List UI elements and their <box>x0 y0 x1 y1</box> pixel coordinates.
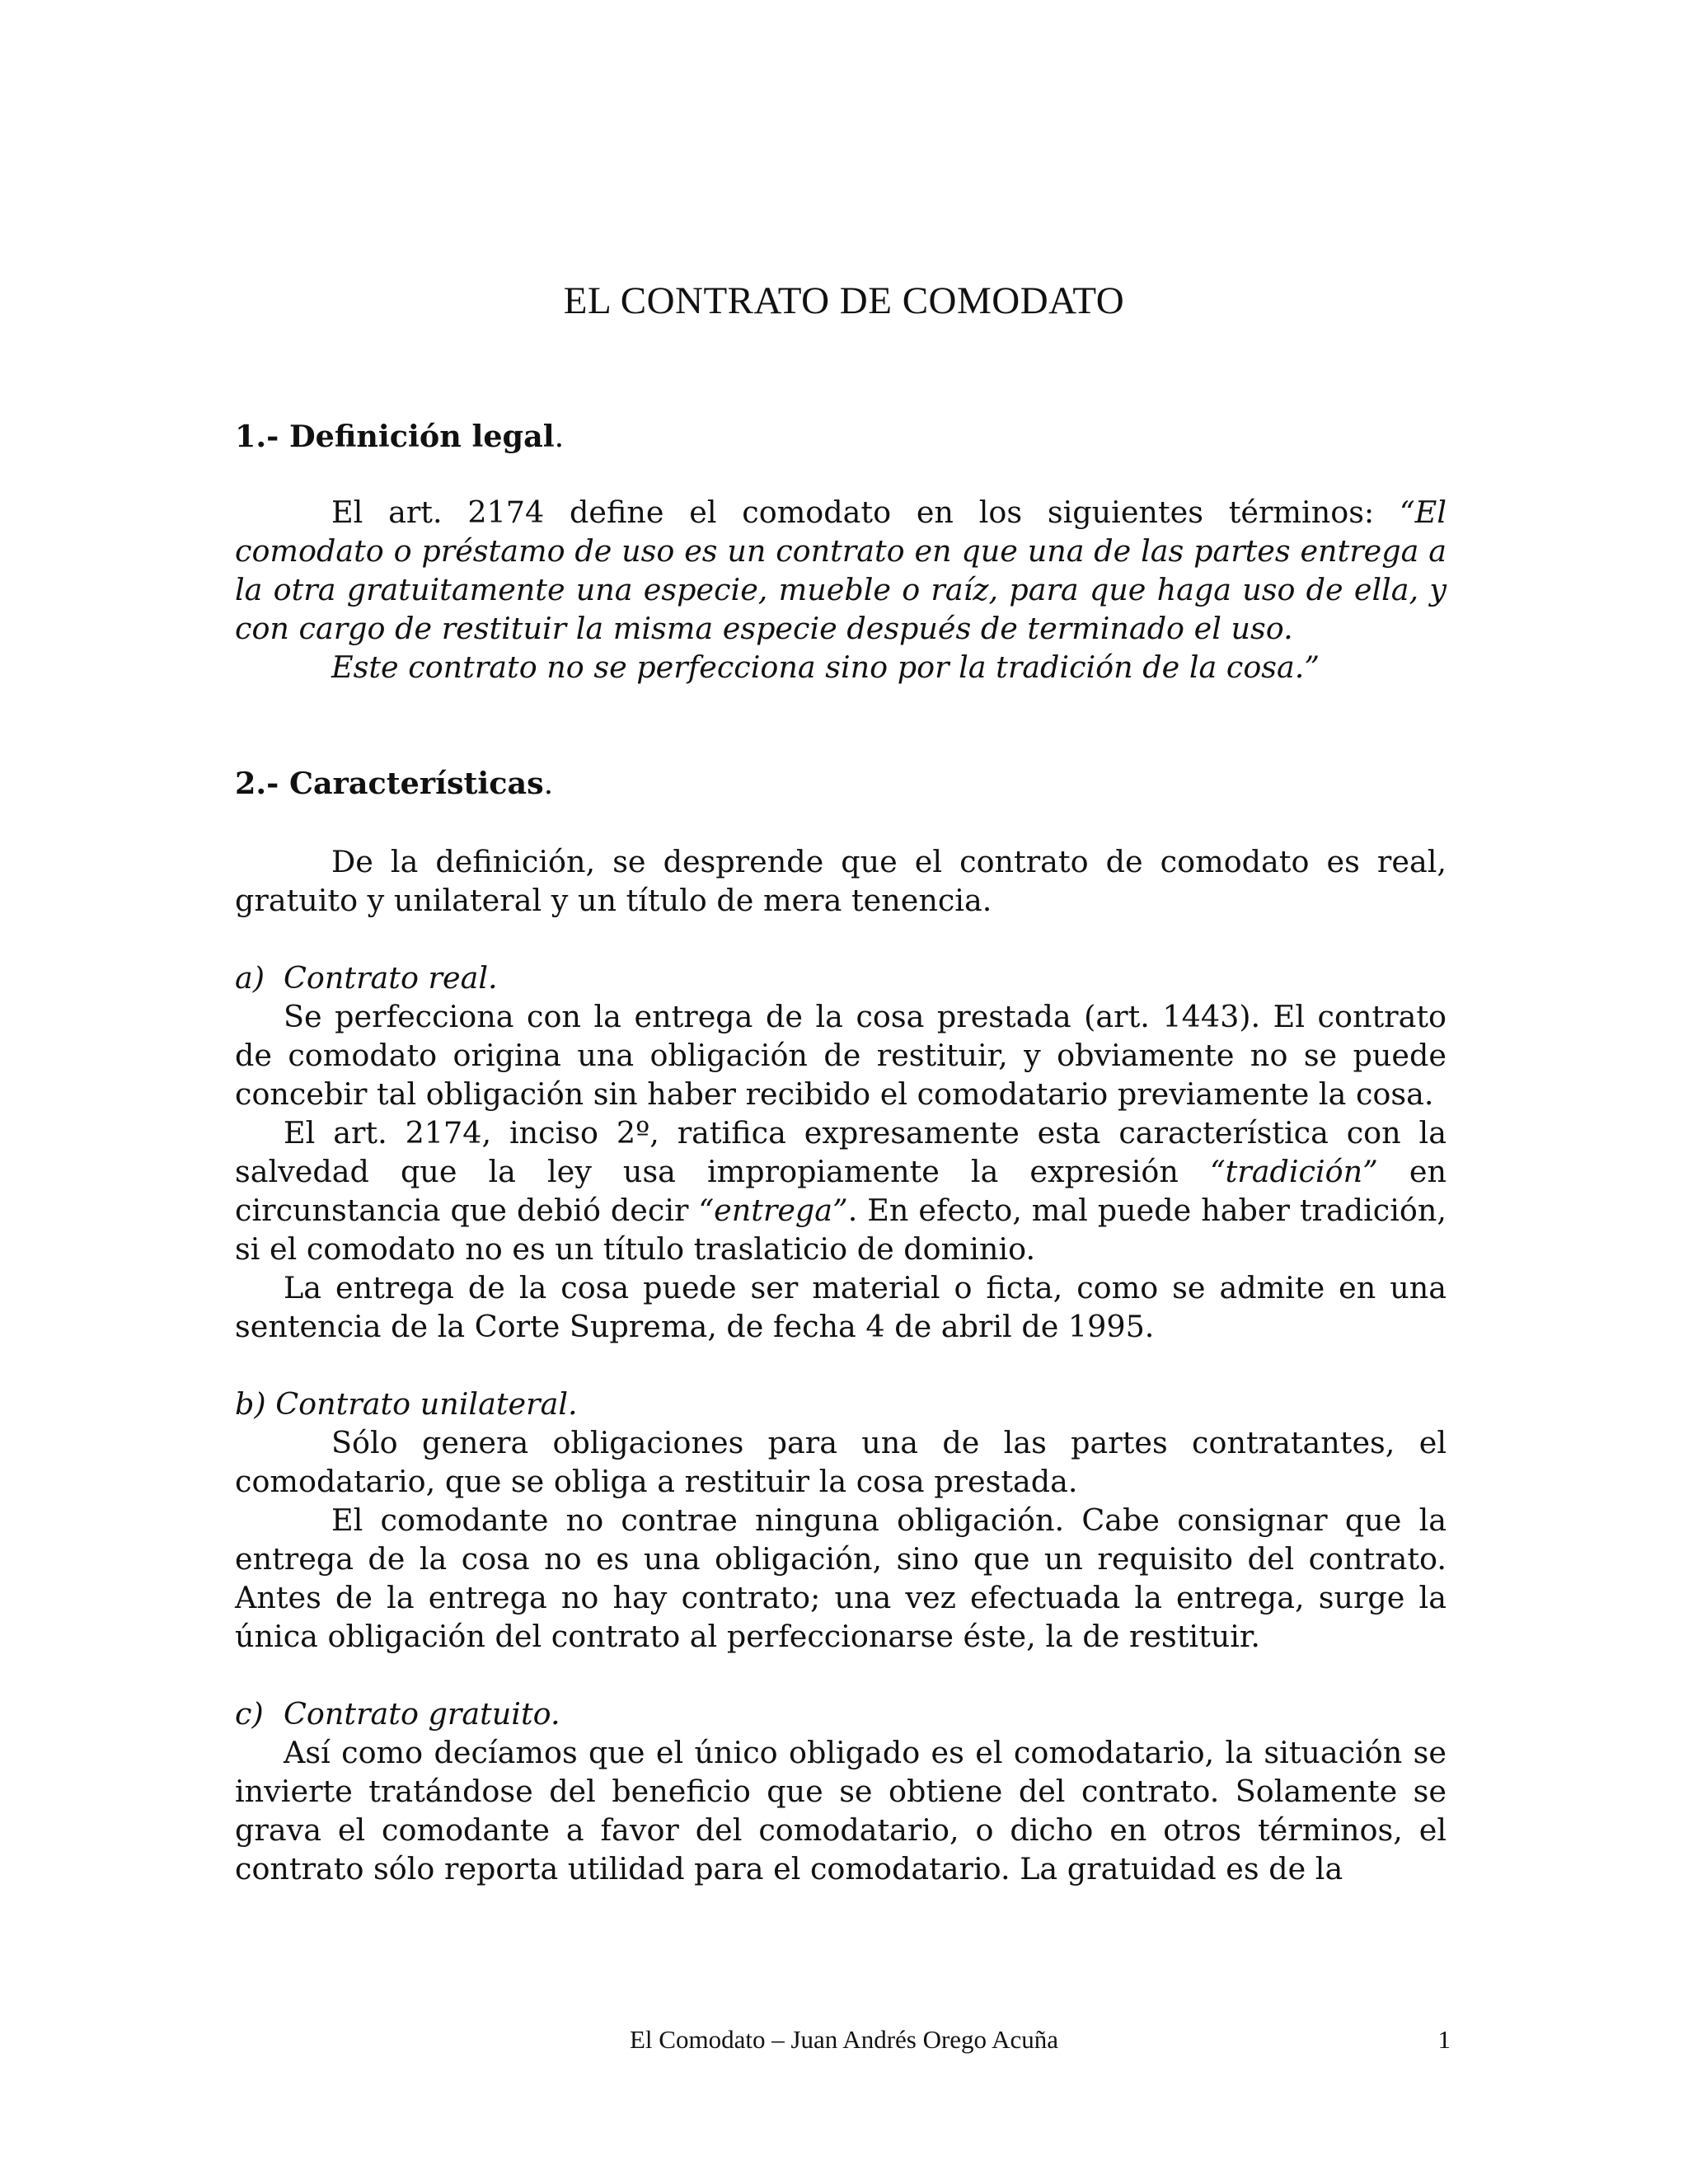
subsection-a-title-text: Contrato real. <box>284 960 498 996</box>
p2-emphasis-entrega: “entrega” <box>698 1193 848 1228</box>
subsection-a-label: a) <box>235 960 265 996</box>
section-1-heading-period: . <box>554 419 565 454</box>
section-2-body <box>235 842 1447 1888</box>
section-1-heading <box>235 419 564 454</box>
section-1-heading-text: 1.- Definición legal <box>235 419 555 454</box>
section-2-heading-text: 2.- Características <box>235 766 544 801</box>
section-1-body <box>235 493 1447 687</box>
section-2-heading <box>235 766 553 801</box>
subsection-c-title <box>235 1694 1447 1733</box>
p2-part-c: . En efecto, mal puede haber tradición, si el comodato no es un título traslaticio de dominio. <box>235 1193 1447 1267</box>
definition-quote-second <box>235 648 1447 687</box>
subsection-c-label: c) <box>235 1696 264 1732</box>
subsection-c-title-text: Contrato gratuito. <box>284 1696 560 1732</box>
definition-quote-2: Este contrato no se perfecciona sino por la tradición de la cosa.” <box>331 649 1320 685</box>
p2-part-b: en circunstancia que debió decir <box>235 1154 1447 1228</box>
subsection-a-paragraph-1: Se perfecciona con la entrega de la cosa prestada (art. 1443). El contrato de comodato origina una obligación de restituir, y obviamente no se puede concebir tal obligación sin haber recibido el comodatario previamente la cosa. <box>235 999 1447 1112</box>
document-title: EL CONTRATO DE COMODATO <box>563 279 1125 322</box>
section-2-heading-period: . <box>543 766 554 801</box>
subsection-a-paragraph-2 <box>235 1113 1447 1268</box>
p2-emphasis-tradicion: “tradición” <box>1209 1154 1378 1189</box>
subsection-c-paragraph-1: Así como decíamos que el único obligado es el comodatario, la situación se invierte tratándose del beneficio que se obtiene del contrato. Solamente se grava el comodante a favor del comodatario, o dicho en otros términos, el contrato sólo reporta utilidad para el comodatario. La gratuidad es de la <box>235 1735 1447 1886</box>
definition-lead: El art. 2174 define el comodato en los siguientes términos: <box>331 494 1400 530</box>
subsection-a-paragraph-3: La entrega de la cosa puede ser material o ficta, como se admite en una sentencia de la Corte Suprema, de fecha 4 de abril de 1995. <box>235 1270 1447 1344</box>
subsection-b-title: b) Contrato unilateral. <box>235 1386 578 1422</box>
page-number: 1 <box>1437 2025 1451 2054</box>
page-footer: El Comodato – Juan Andrés Orego Acuña <box>629 2025 1059 2054</box>
subsection-b-paragraph-1: Sólo genera obligaciones para una de las partes contratantes, el comodatario, que se obliga a restituir la cosa prestada. <box>235 1425 1447 1499</box>
p2-part-a: El art. 2174, inciso 2º, ratifica expresamente esta característica con la salvedad que la ley usa impropiamente la expresión <box>235 1115 1447 1189</box>
definition-quote: “El comodato o préstamo de uso es un contrato en que una de las partes entrega a la otra gratuitamente una especie, mueble o raíz, para que haga uso de ella, y con cargo de restituir la misma especie después de terminado el uso. <box>235 494 1447 646</box>
subsection-a-title <box>235 958 1447 997</box>
characteristics-intro: De la definición, se desprende que el contrato de comodato es real, gratuito y unilateral y un título de mera tenencia. <box>235 844 1447 918</box>
definition-paragraph <box>235 493 1447 648</box>
subsection-b-paragraph-2: El comodante no contrae ninguna obligación. Cabe consignar que la entrega de la cosa no es una obligación, sino que un requisito del contrato. Antes de la entrega no hay contrato; una vez efectuada la entrega, surge la única obligación del contrato al perfeccionarse éste, la de restituir. <box>235 1502 1447 1654</box>
